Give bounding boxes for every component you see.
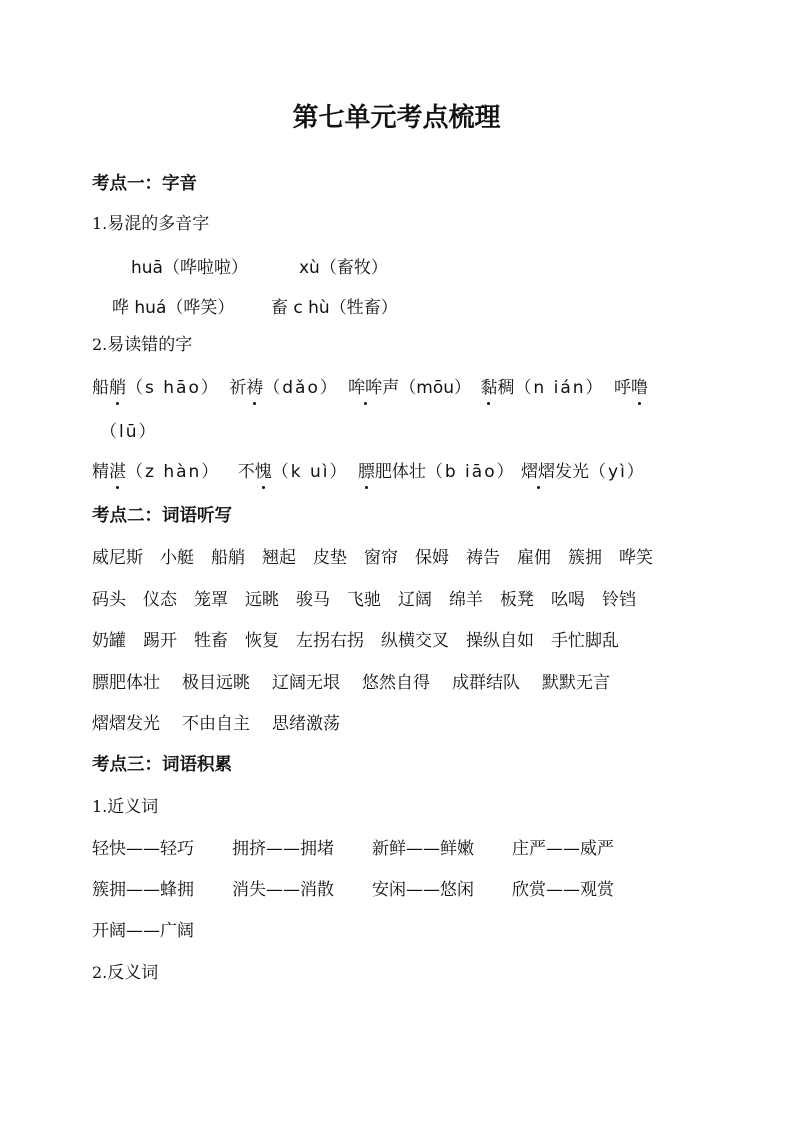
- word: 翘起: [262, 548, 296, 568]
- polyphone-char: 畜: [271, 298, 288, 318]
- misread-row: [92, 376, 648, 400]
- word: 熠熠发光: [92, 714, 160, 734]
- word: 成群结队: [452, 673, 520, 693]
- polyphone-char: 哗: [112, 298, 129, 318]
- misread-item: 精湛（z hàn）: [92, 462, 221, 482]
- misread-row: [92, 460, 646, 484]
- misread-item: 熠熠发光（yì）: [521, 462, 646, 482]
- synonym-pair: 开阔——广阔: [92, 921, 194, 941]
- word: 吆喝: [551, 590, 585, 610]
- word: 板凳: [500, 590, 534, 610]
- word: 牲畜: [194, 631, 228, 651]
- synonym-pair: 轻快——轻巧: [92, 839, 194, 859]
- word-row: [92, 588, 653, 612]
- word: 操纵自如: [466, 631, 534, 651]
- subheading-label: 易读错的字: [107, 335, 193, 355]
- synonym-pair: 拥挤——拥堵: [232, 839, 334, 859]
- word: 极目远眺: [182, 673, 250, 693]
- synonym-pair: 欣赏——观赏: [512, 880, 614, 900]
- synonym-row: [92, 837, 652, 861]
- word: 码头: [92, 590, 126, 610]
- word: 骏马: [296, 590, 330, 610]
- word: 左拐右拐: [296, 631, 364, 651]
- word: 奶罐: [92, 631, 126, 651]
- misread-item: 黏稠（n ián）: [480, 378, 605, 398]
- word: 哗笑: [619, 548, 653, 568]
- word-row: [92, 629, 636, 653]
- page-title: 第七单元考点梳理: [292, 103, 501, 133]
- subheading-number: 2.: [92, 335, 108, 354]
- word: 簇拥: [568, 548, 602, 568]
- word: 雇佣: [517, 548, 551, 568]
- subheading-synonyms: [92, 795, 158, 819]
- word: 踢开: [143, 631, 177, 651]
- synonym-pair: 消失——消散: [232, 880, 334, 900]
- word: 手忙脚乱: [551, 631, 619, 651]
- subheading-misread: [92, 333, 192, 357]
- word: 铃铛: [602, 590, 636, 610]
- polyphone-xu4: xù（畜牧）: [299, 258, 388, 278]
- word: 窗帘: [364, 548, 398, 568]
- word: 笼罩: [194, 590, 228, 610]
- polyphone-row: [112, 296, 234, 320]
- word: 祷告: [466, 548, 500, 568]
- subheading-number: 1.: [92, 214, 108, 233]
- misread-item: 不愧（k uì）: [237, 462, 349, 482]
- synonym-pair: 簇拥——蜂拥: [92, 880, 194, 900]
- misread-item: 船艄（s hāo）: [92, 378, 220, 398]
- word: 悠然自得: [362, 673, 430, 693]
- word: 膘肥体壮: [92, 673, 160, 693]
- misread-row-wrap: [100, 420, 158, 444]
- polyphone-chu4: c hù（牲畜）: [293, 298, 398, 318]
- polyphone-row: [271, 296, 398, 320]
- section-heading-vocabulary: 考点三：词语积累: [92, 755, 232, 775]
- misread-pinyin: （lū）: [100, 422, 158, 442]
- word: 皮垫: [313, 548, 347, 568]
- subheading-polyphones: [92, 212, 209, 236]
- polyphone-row: [299, 256, 388, 280]
- word-row: [92, 546, 670, 570]
- misread-item: 呼噜: [613, 378, 648, 398]
- word: 纵横交叉: [381, 631, 449, 651]
- word: 远眺: [245, 590, 279, 610]
- polyphone-hua2: huá（哗笑）: [134, 298, 235, 318]
- subheading-number: 2.: [92, 963, 108, 982]
- polyphone-hua1: huā（哗啦啦）: [131, 258, 248, 278]
- word: 辽阔: [398, 590, 432, 610]
- word: 威尼斯: [92, 548, 143, 568]
- word: 恢复: [245, 631, 279, 651]
- synonym-row: [92, 919, 232, 943]
- subheading-label: 近义词: [107, 797, 159, 817]
- word-row: [92, 671, 632, 695]
- synonym-pair: 安闲——悠闲: [372, 880, 474, 900]
- word: 船艄: [211, 548, 245, 568]
- word: 绵羊: [449, 590, 483, 610]
- subheading-antonyms: [92, 961, 158, 985]
- synonym-pair: 庄严——威严: [512, 839, 614, 859]
- word: 小艇: [160, 548, 194, 568]
- synonym-row: [92, 878, 652, 902]
- subheading-label: 反义词: [107, 963, 159, 983]
- word: 飞驰: [347, 590, 381, 610]
- subheading-label: 易混的多音字: [107, 214, 210, 234]
- word: 思绪激荡: [272, 714, 340, 734]
- misread-item: 膘肥体壮（b iāo）: [357, 462, 516, 482]
- synonym-pair: 新鲜——鲜嫩: [372, 839, 474, 859]
- word: 不由自主: [182, 714, 250, 734]
- word: 保姆: [415, 548, 449, 568]
- misread-item: 哞哞声（mōu）: [348, 378, 472, 398]
- section-heading-dictation: 考点二：词语听写: [92, 506, 232, 526]
- subheading-number: 1.: [92, 797, 108, 816]
- word: 仪态: [143, 590, 177, 610]
- misread-item: 祈祷（dǎo）: [229, 378, 339, 398]
- polyphone-row: [131, 256, 248, 280]
- word: 辽阔无垠: [272, 673, 340, 693]
- word: 默默无言: [542, 673, 610, 693]
- section-heading-pronunciation: 考点一：字音: [92, 174, 197, 194]
- word-row: [92, 712, 362, 736]
